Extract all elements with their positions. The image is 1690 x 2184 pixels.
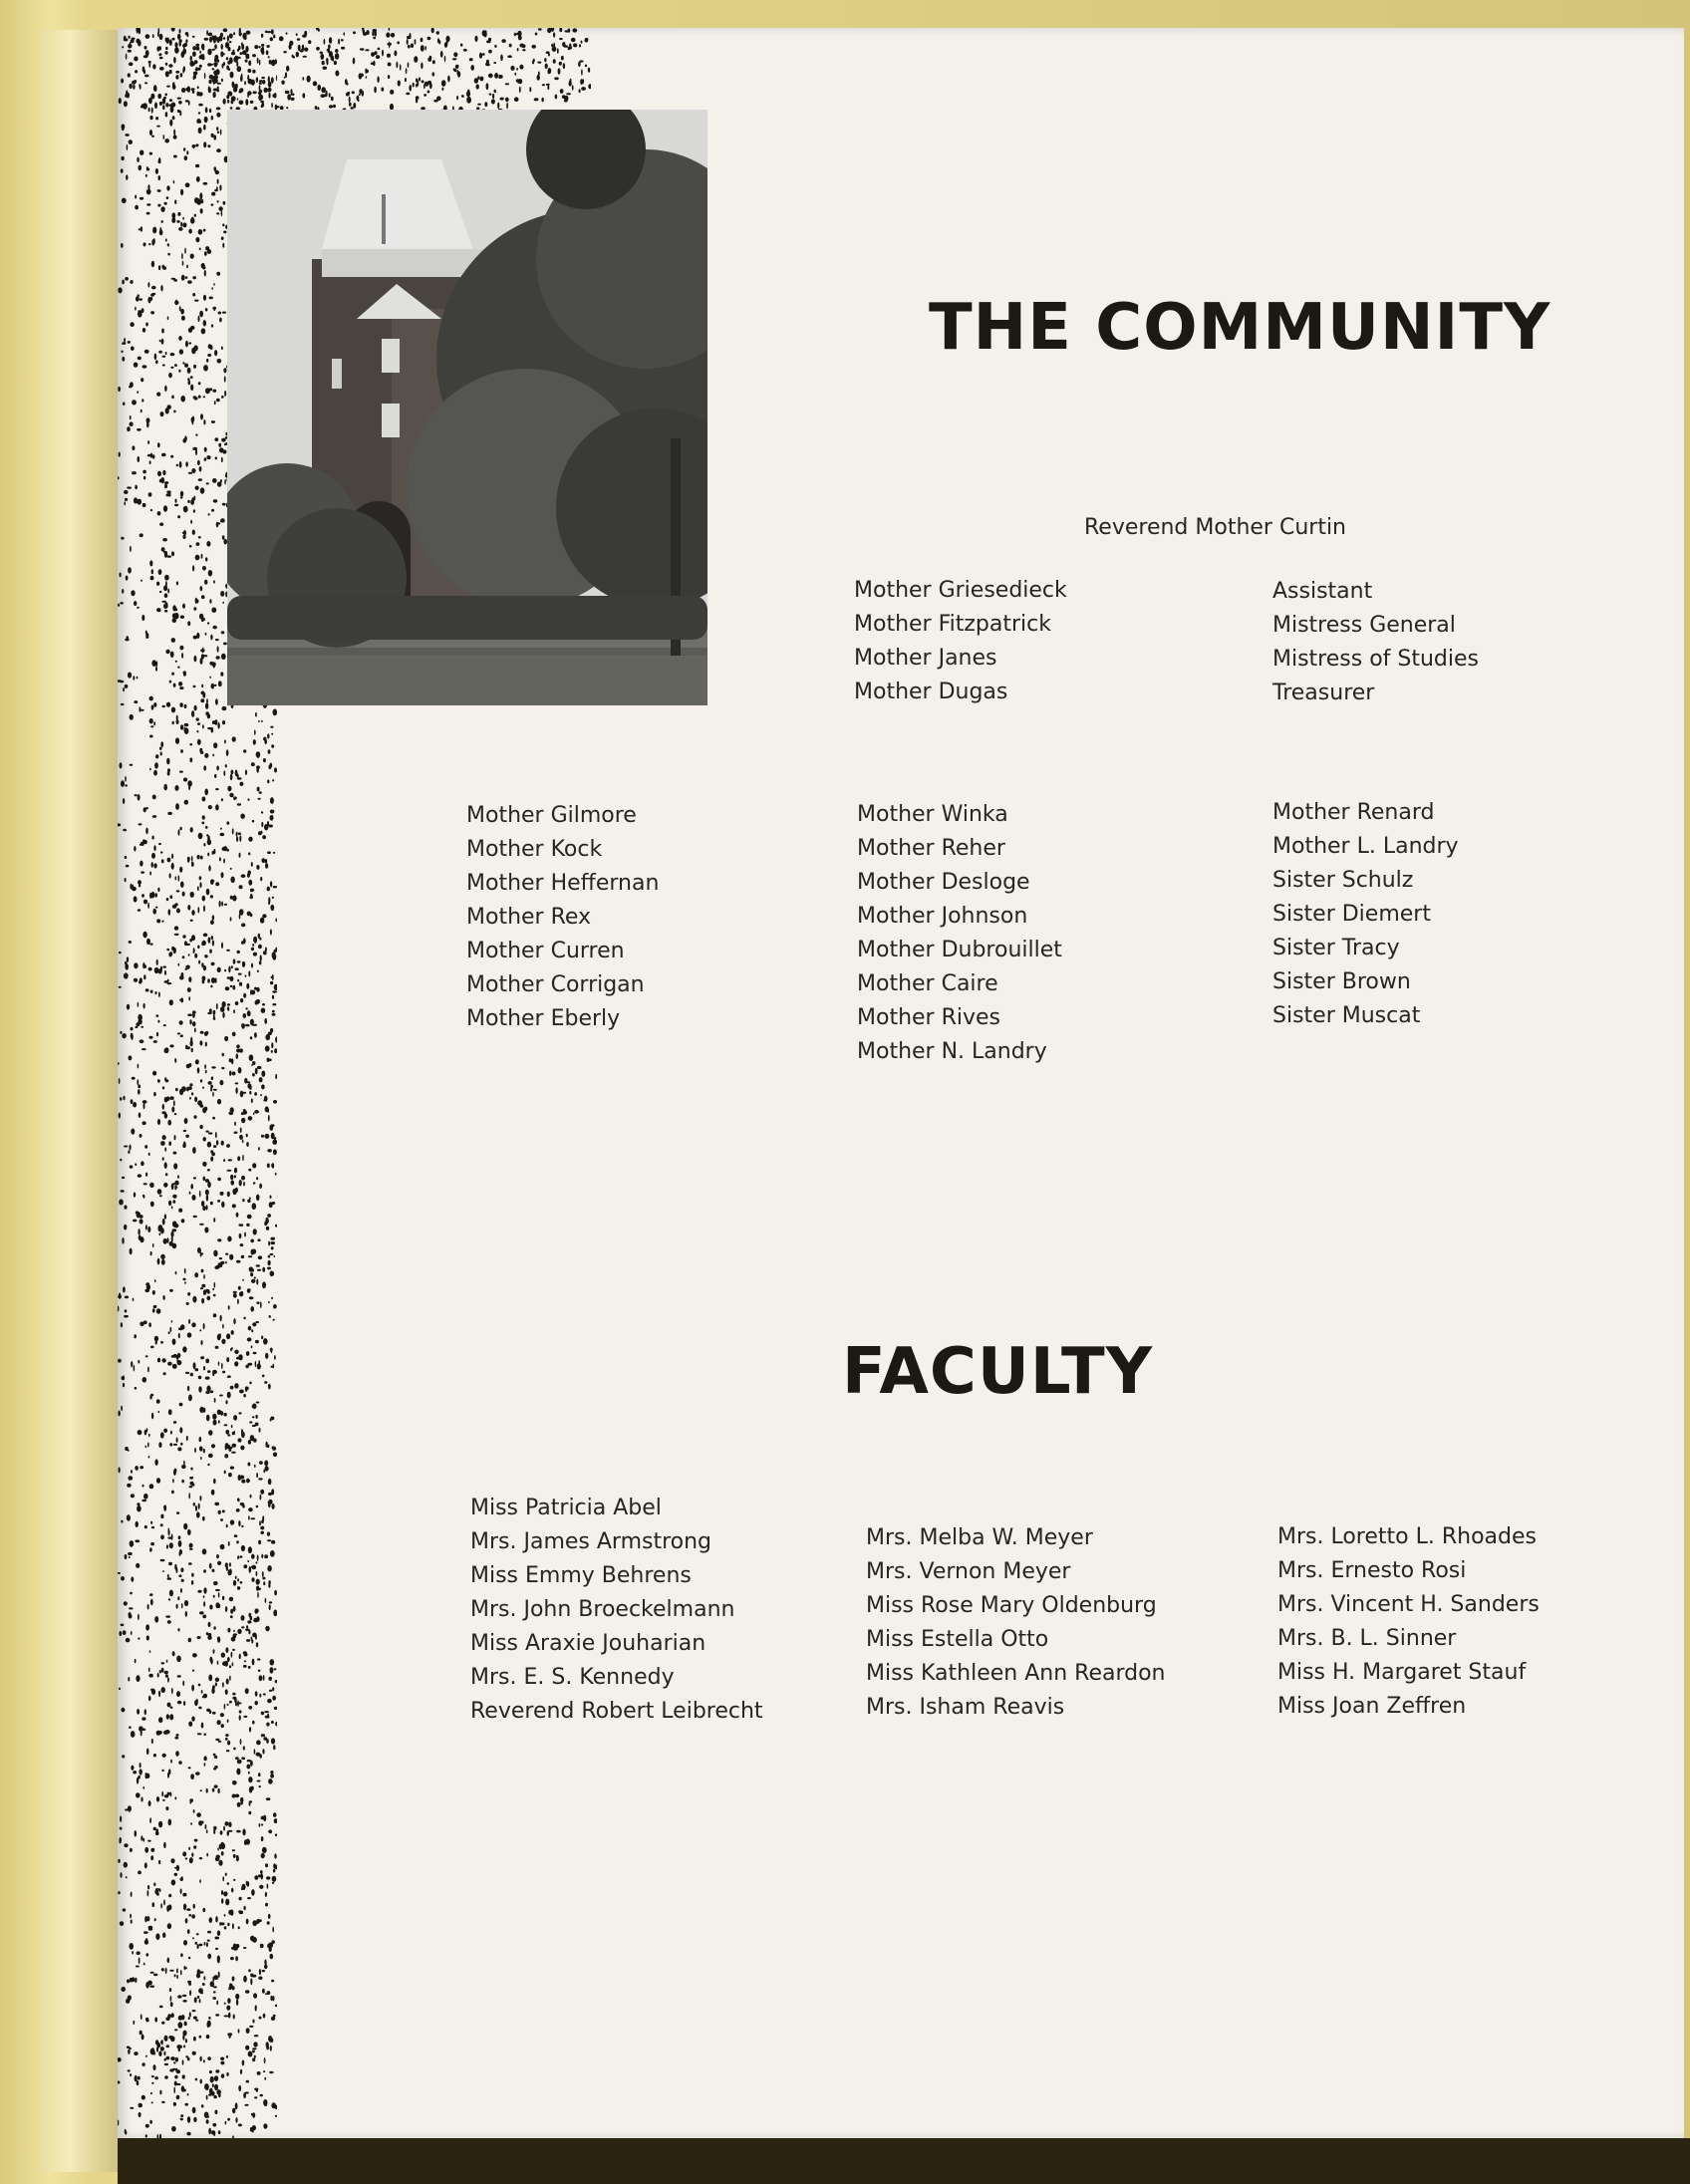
list-item: Miss Rose Mary Oldenburg (866, 1593, 1157, 1618)
list-item: Mrs. Vincent H. Sanders (1277, 1592, 1540, 1617)
list-item: Miss Kathleen Ann Reardon (866, 1661, 1166, 1686)
speckle-border-top (118, 28, 591, 113)
list-item: Mrs. Loretto L. Rhoades (1277, 1524, 1537, 1549)
page-bottom-shadow (118, 2138, 1690, 2184)
list-item: Sister Brown (1272, 969, 1411, 994)
list-item: Mistress of Studies (1272, 647, 1480, 672)
list-item: Mrs. Ernesto Rosi (1277, 1558, 1467, 1583)
community-title: THE COMMUNITY (929, 291, 1551, 365)
list-item: Mother Dugas (854, 680, 1008, 704)
list-item: Mother Corrigan (466, 972, 645, 997)
book-binding (38, 30, 120, 2172)
list-item: Mother Winka (857, 802, 1008, 827)
list-item: Mother Rives (857, 1005, 1000, 1030)
list-item: Mother Renard (1272, 800, 1435, 825)
list-item: Mother Caire (857, 971, 998, 996)
list-item: Miss H. Margaret Stauf (1277, 1660, 1527, 1685)
list-item: Mother Heffernan (466, 871, 660, 896)
list-item: Mrs. B. L. Sinner (1277, 1626, 1457, 1651)
building-photo-image (227, 110, 707, 705)
list-item: Mrs. John Broeckelmann (470, 1597, 735, 1622)
list-item: Mother Dubrouillet (857, 938, 1062, 962)
list-item: Sister Diemert (1272, 902, 1431, 927)
list-item: Mother Rex (466, 905, 592, 930)
list-item: Mrs. Isham Reavis (866, 1695, 1065, 1720)
list-item: Mother Reher (857, 836, 1005, 861)
list-item: Assistant (1272, 579, 1373, 604)
list-item: Mrs. Vernon Meyer (866, 1559, 1071, 1584)
list-item: Mother Janes (854, 646, 997, 671)
list-item: Miss Joan Zeffren (1277, 1694, 1467, 1719)
list-item: Mother L. Landry (1272, 834, 1459, 859)
list-item: Mother N. Landry (857, 1039, 1047, 1064)
list-item: Mother Kock (466, 837, 603, 862)
list-item: Reverend Robert Leibrecht (470, 1699, 763, 1724)
list-item: Mother Johnson (857, 904, 1028, 929)
list-item: Mrs. Melba W. Meyer (866, 1525, 1093, 1550)
list-item: Mother Curren (466, 939, 625, 963)
list-item: Mistress General (1272, 613, 1456, 638)
list-item: Mrs. E. S. Kennedy (470, 1665, 675, 1690)
list-item: Sister Muscat (1272, 1003, 1421, 1028)
list-item: Mrs. James Armstrong (470, 1529, 712, 1554)
list-item: Mother Desloge (857, 870, 1030, 895)
list-item: Miss Emmy Behrens (470, 1563, 692, 1588)
list-item: Miss Estella Otto (866, 1627, 1049, 1652)
list-item: Sister Schulz (1272, 868, 1414, 893)
list-item: Miss Araxie Jouharian (470, 1631, 706, 1656)
list-item: Mother Griesedieck (854, 578, 1067, 603)
list-item: Mother Gilmore (466, 803, 637, 828)
community-head: Reverend Mother Curtin (1084, 515, 1347, 540)
list-item: Mother Eberly (466, 1006, 621, 1031)
list-item: Mother Fitzpatrick (854, 612, 1051, 637)
list-item: Treasurer (1272, 681, 1375, 705)
faculty-title: FACULTY (842, 1335, 1154, 1409)
building-photo (227, 110, 707, 705)
list-item: Miss Patricia Abel (470, 1496, 662, 1520)
list-item: Sister Tracy (1272, 936, 1400, 960)
